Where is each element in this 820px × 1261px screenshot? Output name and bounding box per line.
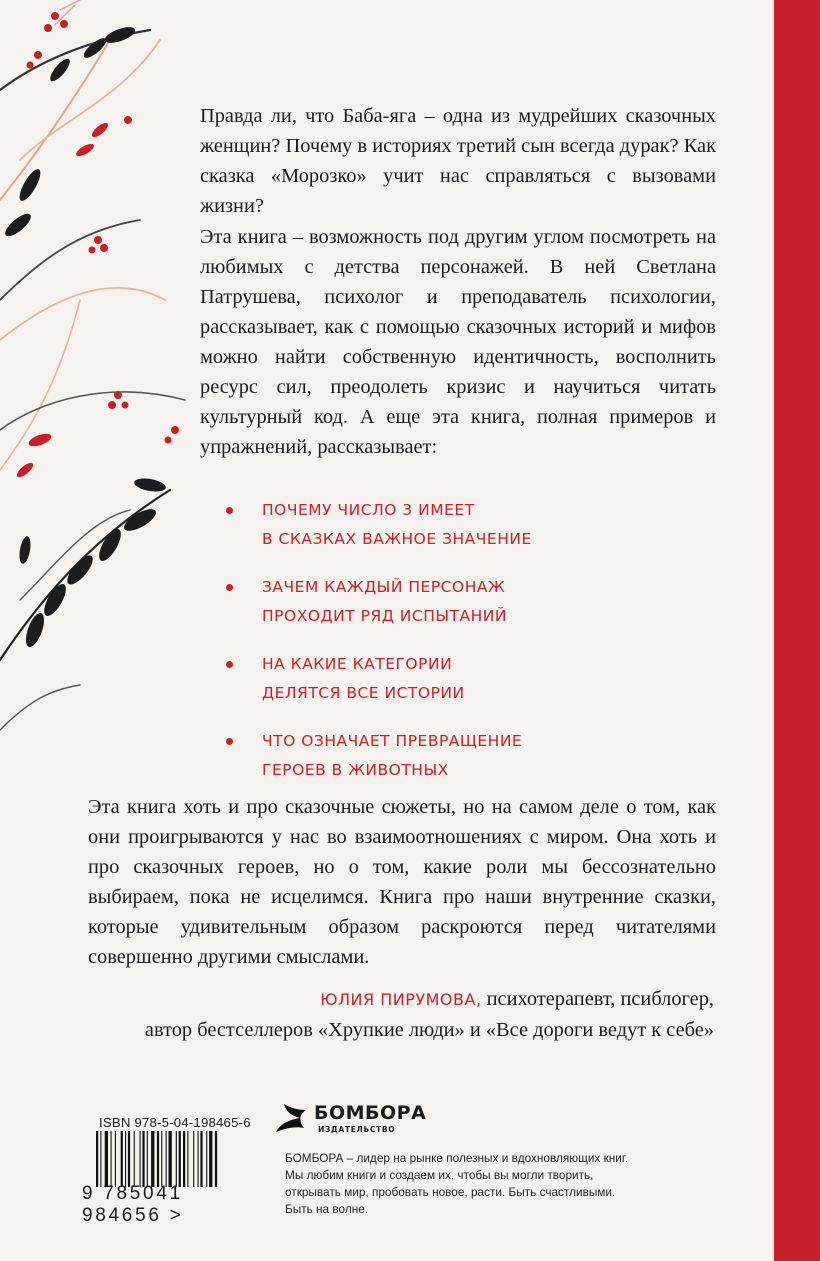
bullet-line-2: ГЕРОЕВ В ЖИВОТНЫХ bbox=[262, 761, 449, 779]
bullet-dot-icon bbox=[226, 738, 233, 745]
bullet-line-1: НА КАКИЕ КАТЕГОРИИ bbox=[262, 655, 453, 673]
review-quote: Эта книга хоть и про сказочные сюжеты, но на самом деле о том, как они проигрываются у нас во взаимоотношениях с миром. Она хоть и про сказочных героев, но о том, какие роли мы бессознательно выбираем, пока не исцелимся. Книга про наши внутренние сказки, которые удивительным образом раскроются перед читателями совершенно другими смыслами. bbox=[88, 796, 716, 968]
barcode bbox=[94, 1131, 254, 1187]
red-spine-stripe bbox=[774, 0, 820, 1261]
barcode-digits: 9 785041 984656 > bbox=[82, 1183, 184, 1226]
branch-illustration bbox=[0, 0, 200, 760]
list-item bbox=[226, 650, 666, 708]
bullet-line-1: ЧТО ОЗНАЧАЕТ ПРЕВРАЩЕНИЕ bbox=[262, 732, 523, 750]
author-books: автор бестселлеров «Хрупкие люди» и «Все дороги ведут к себе» bbox=[144, 1019, 714, 1041]
bombora-logo-icon bbox=[270, 1098, 310, 1138]
bullet-dot-icon bbox=[226, 584, 233, 591]
bullet-line-2: ДЕЛЯТСЯ ВСЕ ИСТОРИИ bbox=[262, 684, 465, 702]
bullet-dot-icon bbox=[226, 661, 233, 668]
bullet-line-1: ЗАЧЕМ КАЖДЫЙ ПЕРСОНАЖ bbox=[262, 578, 506, 596]
list-item bbox=[226, 573, 666, 631]
bullet-line-1: ПОЧЕМУ ЧИСЛО 3 ИМЕЕТ bbox=[262, 501, 475, 519]
author-name: ЮЛИЯ ПИРУМОВА, bbox=[320, 990, 482, 1009]
publisher-description: БОМБОРА – лидер на рынке полезных и вдохновляющих книг. Мы любим книги и создаем их, чтобы вы могли творить, открывать мир, пробовать новое, расти. Быть счастливыми. Быть на волне. bbox=[285, 1151, 628, 1216]
bullet-line-2: В СКАЗКАХ ВАЖНОЕ ЗНАЧЕНИЕ bbox=[262, 530, 532, 548]
list-item bbox=[226, 496, 666, 554]
bullet-dot-icon bbox=[226, 507, 233, 514]
isbn-label: ISBN 978-5-04-198465-6 bbox=[99, 1115, 251, 1130]
topics-list bbox=[226, 496, 666, 804]
publisher-logo-subtitle: ИЗДАТЕЛЬСТВО bbox=[318, 1125, 396, 1134]
publisher-logo-name: БОМБОРА bbox=[314, 1102, 427, 1124]
about-paragraph: Эта книга – возможность под другим углом посмотреть на любимых с детства персонажей. В ней Светлана Патрушева, психолог и преподаватель психологии, рассказывает, как с помощью сказочных историй и мифов можно найти собственную идентичность, восполнить ресурс сил, преодолеть кризис и научиться читать культурный код. А еще эта книга, полная примеров и упражнений, рассказывает: bbox=[200, 226, 716, 458]
author-title: психотерапевт, псиблогер, bbox=[481, 988, 714, 1010]
list-item bbox=[226, 727, 666, 785]
review-author bbox=[74, 984, 714, 1045]
bullet-line-2: ПРОХОДИТ РЯД ИСПЫТАНИЙ bbox=[262, 607, 507, 625]
intro-paragraph: Правда ли, что Баба-яга – одна из мудрейших сказочных женщин? Почему в историях третий сын всегда дурак? Как сказка «Морозко» учит нас справляться с вызовами жизни? bbox=[200, 105, 716, 217]
